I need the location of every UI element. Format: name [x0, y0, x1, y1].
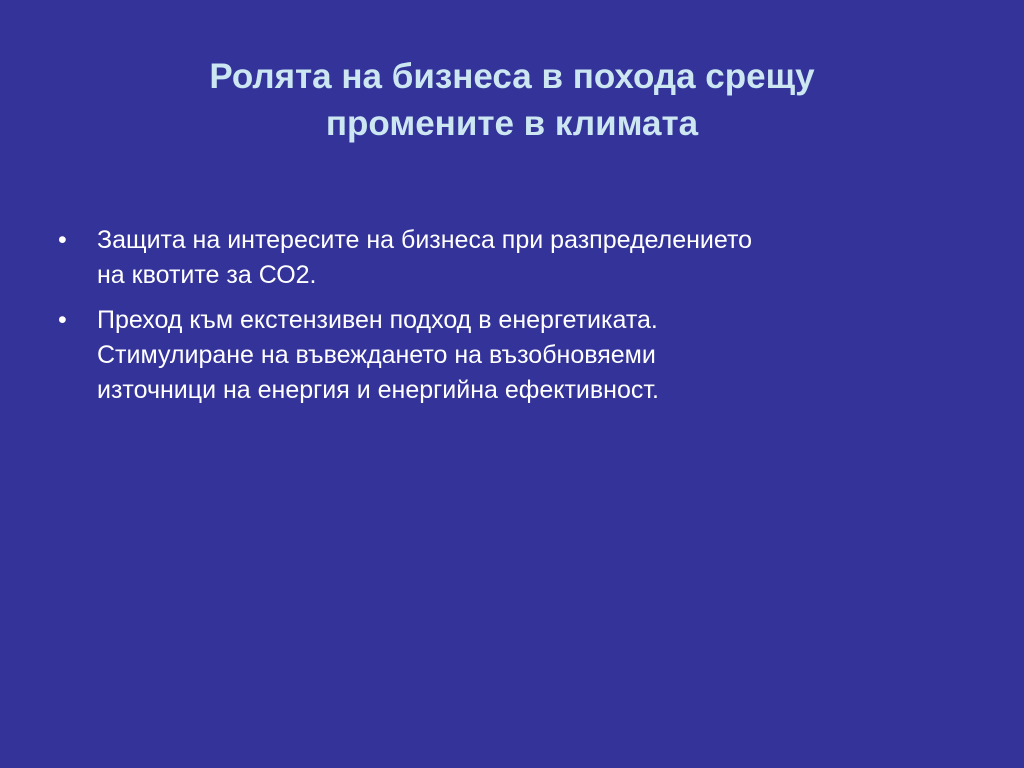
bullet-icon: •	[58, 226, 67, 254]
bullet-item	[52, 223, 952, 293]
bullet-list	[52, 223, 952, 418]
bullet-text-line: на квотите за СО2.	[97, 261, 317, 289]
slide-title-line: Ролята на бизнеса в похода срещу	[209, 57, 815, 96]
bullet-icon: •	[58, 306, 67, 334]
bullet-text-line: Защита на интересите на бизнеса при разпределението	[97, 226, 753, 254]
slide-title	[120, 53, 904, 147]
bullet-text-line: източници на енергия и енергийна ефективност.	[97, 376, 659, 404]
bullet-item	[52, 303, 952, 408]
slide-title-line: промените в климата	[325, 104, 699, 143]
bullet-text-line: Преход към екстензивен подход в енергетиката.	[97, 306, 658, 334]
bullet-text-line: Стимулиране на въвеждането на възобновяеми	[97, 341, 656, 369]
